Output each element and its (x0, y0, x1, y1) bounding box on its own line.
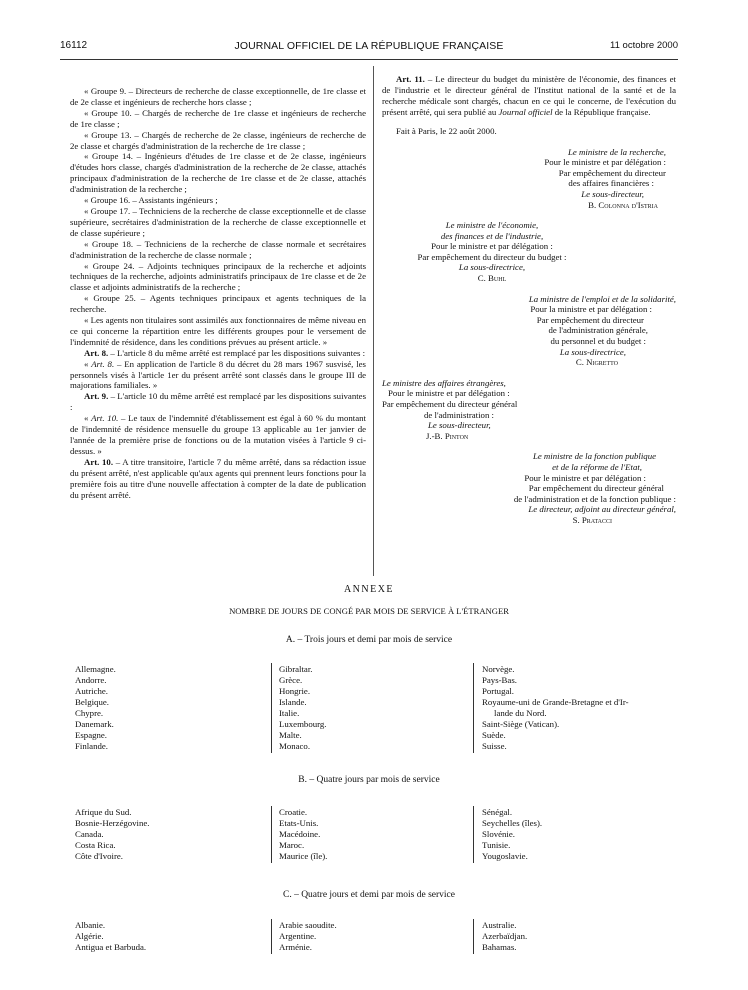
sig-line: Par empêchement du directeur général (528, 483, 664, 494)
country: Tunisie. (482, 840, 511, 850)
country: Finlande. (75, 741, 108, 751)
fait-a-paris: Fait à Paris, le 22 août 2000. (396, 125, 497, 136)
country: Allemagne. (75, 664, 116, 674)
article-9-quote-label: Art. 10. (91, 413, 119, 424)
section-c-col-3 (482, 920, 527, 953)
sig-line: Le sous-directeur, (428, 420, 491, 431)
section-b-col-3 (482, 807, 542, 862)
sig-line: Le sous-directeur, (581, 188, 644, 199)
country: Autriche. (75, 686, 108, 696)
article-8-label: Art. 8. (84, 347, 109, 358)
section-b-col-2 (279, 807, 327, 862)
sig-line: Pour le ministre et par délégation : (544, 157, 666, 168)
country: Suisse. (482, 741, 507, 751)
sig-line: Pour la ministre et par délégation : (530, 304, 652, 315)
country: lande du Nord. (494, 708, 547, 718)
country: Andorre. (75, 675, 107, 685)
country: Monaco. (279, 741, 311, 751)
article-11 (382, 74, 676, 118)
country: Belgique. (75, 697, 109, 707)
section-a-title (60, 635, 678, 645)
article-11-text-before: – Le directeur du budget du ministère de l'économie, des finances et de l'industrie et le directeur général de l'Institut national de la santé et de la recherche médicale sont chargés, chacun en ce qui le concerne, de l'exécution du présent arrêté, qui sera publié au (382, 74, 676, 117)
article-8-quote-text: – En application de l'article 8 du décret du 28 mars 1967 susvisé, les personnels visés à l'article 1er du présent arrêté sont classés dans le groupe III de majorations familiales. » (70, 358, 366, 391)
sig-line: Pour le ministre et par délégation : (431, 241, 553, 252)
signatory-name: C. Buhl (477, 273, 507, 284)
country: Azerbaïdjan. (482, 931, 528, 941)
sig-line: Pour le ministre et par délégation : (524, 472, 646, 483)
country: Afrique du Sud. (75, 807, 132, 817)
country: Luxembourg. (279, 719, 327, 729)
signatory-name: S. Pratacci (572, 514, 612, 525)
group-17-text: « Groupe 17. – Techniciens de la recherche de classe exceptionnelle et de classe supérieure, secrétaires d'administration de la recherche de classe exceptionnelle et de classe supérieure ; (70, 205, 366, 238)
country: Argentine. (279, 931, 317, 941)
country: Espagne. (75, 730, 108, 740)
sig-line: de l'administration générale, (548, 325, 648, 336)
group-9-text: « Groupe 9. – Directeurs de recherche de classe exceptionnelle, de 1re classe et de 2e classe et ingénieurs de recherche hors classe ; (70, 86, 366, 107)
article-10-text: – A titre transitoire, l'article 7 du même arrêté, dans sa rédaction issue du présent arrêté, n'est applicable qu'aux agents qui prennent leurs fonctions pour la première fois au titre d'une nouvelle affectation à compter de la date de publication du présent arrêté. (70, 456, 366, 500)
section-a-col-3 (482, 664, 629, 752)
country: Saint-Siège (Vatican). (482, 719, 560, 729)
journal-title: JOURNAL OFFICIEL DE LA RÉPUBLIQUE FRANÇAISE (234, 40, 504, 52)
section-c-col-2 (279, 920, 337, 953)
article-10-label: Art. 10. (84, 456, 114, 467)
country: Norvège. (482, 664, 515, 674)
country: Côte d'Ivoire. (75, 851, 124, 861)
country: Croatie. (279, 807, 308, 817)
country: Chypre. (75, 708, 104, 718)
sig-line: de l'administration : (424, 409, 494, 420)
header-rule (60, 59, 678, 60)
sig-line: Par empêchement du directeur du budget : (417, 251, 567, 262)
section-a-col-1 (75, 664, 116, 752)
country: Arabie saoudite. (279, 920, 337, 930)
issue-date: 11 octobre 2000 (610, 40, 678, 51)
signatory-name: B. Colonna d'Istria (588, 199, 658, 210)
country: Bosnie-Herzégovine. (75, 818, 150, 828)
article-8-quote: « Art. 8. – En application de l'article 8 du décret du 28 mars 1967 susvisé, les personnels visés à l'article 1er du présent arrêté sont classés dans le groupe III de majorations familiales. » (70, 358, 366, 391)
article-9-quote: « Art. 10. – Le taux de l'indemnité d'établissement est égal à 60 % du montant de l'indemnité de résidence mensuelle du groupe 13 applicable au 1er janvier de l'année de la première prise de fonctions ou de la mutation visées à l'article 9 ci-dessus. » (70, 413, 366, 456)
column-divider (373, 66, 374, 576)
group-18-text: « Groupe 18. – Techniciens de la recherche de classe normale et secrétaires d'administration de la recherche de classe normale ; (70, 238, 366, 260)
group-16-text: « Groupe 16. – Assistants ingénieurs ; (84, 195, 218, 206)
country: Bahamas. (482, 942, 517, 952)
country: Canada. (75, 829, 104, 839)
country: Sénégal. (482, 807, 513, 817)
article-9-text: – L'article 10 du même arrêté est remplacé par les dispositions suivantes : (70, 391, 366, 413)
country: Danemark. (75, 719, 114, 729)
group-24-text: « Groupe 24. – Adjoints techniques principaux de la recherche et adjoints techniques de la recherche, adjoints administratifs principaux de 1re classe et de 2e classe et adjoints administratifs de la recherche ; (70, 260, 366, 293)
country: Slovénie. (482, 829, 515, 839)
section-c-col-1 (75, 920, 146, 953)
country: Yougoslavie. (482, 851, 528, 861)
sig-line: Le directeur, adjoint au directeur général, (528, 504, 676, 515)
column-bar (271, 919, 272, 954)
group-14-text: « Groupe 14. – Ingénieurs d'études de 1re classe et de 2e classe, ingénieurs d'études hors classe, chargés d'administration de la recherche de 2e classe, attachés principaux d'administration de la recherche de 1re classe et de 2e classe, attachés d'administration de la recherche ; (70, 151, 366, 195)
article-8-text: – L'article 8 du même arrêté est remplacé par les dispositions suivantes : (108, 347, 366, 358)
section-title-text: B. – Quatre jours par mois de service (298, 775, 440, 785)
sig-line: Le ministre de l'économie, (445, 220, 539, 231)
article-9 (70, 391, 366, 413)
sig-line: Le ministre des affaires étrangères, (382, 377, 506, 388)
annexe-subtitle: NOMBRE DE JOURS DE CONGÉ PAR MOIS DE SERVICE À L'ÉTRANGER (229, 606, 509, 616)
country: Etats-Unis. (279, 818, 319, 828)
country: Royaume-uni de Grande-Bretagne et d'Ir- (482, 697, 629, 707)
article-9-label: Art. 9. (84, 391, 109, 402)
signature-economie (382, 220, 602, 284)
signature-emploi (382, 294, 676, 368)
left-column (70, 86, 366, 500)
country: Macédoine. (279, 829, 321, 839)
page-header (60, 40, 678, 56)
sig-line: La sous-directrice, (559, 346, 626, 357)
section-b-col-1 (75, 807, 150, 862)
article-10 (70, 457, 366, 501)
section-a-col-2 (279, 664, 326, 752)
country: Seychelles (îles). (482, 818, 543, 828)
group-10-text: « Groupe 10. – Chargés de recherche de 1re classe et ingénieurs de recherche de 1re classe ; (70, 107, 366, 129)
sig-line: des finances et de l'industrie, (440, 230, 544, 241)
country: Malte. (279, 730, 302, 740)
sig-line: des affaires financières : (568, 178, 654, 189)
sig-line: de l'administration et de la fonction publique : (513, 493, 676, 504)
signature-fonction-publique (382, 451, 676, 525)
country: Maroc. (279, 840, 305, 850)
sig-line: Le ministre de la recherche, (568, 146, 666, 157)
country: Italie. (279, 708, 300, 718)
signature-affaires-etrangeres (382, 378, 602, 442)
column-bar (473, 663, 474, 753)
sig-line: La ministre de l'emploi et de la solidarité, (528, 293, 676, 304)
group-25-text: « Groupe 25. – Agents techniques principaux et agents techniques de la recherche. (70, 293, 366, 315)
signatory-name: C. Nigretto (575, 357, 618, 368)
country: Grèce. (279, 675, 303, 685)
sig-line: La sous-directrice, (458, 262, 526, 273)
annexe-title: ANNEXE (343, 584, 395, 595)
country: Suède. (482, 730, 506, 740)
article-9-quote-text: – Le taux de l'indemnité d'établissement est égal à 60 % du montant de l'indemnité de résidence mensuelle du groupe 13 applicable au 1er janvier de l'année de la première prise de fonctions ou de la mutation visées à l'article 9 ci-dessus. » (70, 413, 366, 456)
signature-recherche (382, 147, 676, 211)
section-title-text: A. – Trois jours et demi par mois de service (285, 635, 453, 645)
sig-line: du personnel et du budget : (550, 336, 646, 347)
sig-line: Par empêchement du directeur général (382, 399, 518, 409)
column-bar (271, 806, 272, 863)
section-title-text: C. – Quatre jours et demi par mois de service (282, 890, 455, 900)
sig-line: Pour le ministre et par délégation : (388, 388, 510, 399)
signatory-name: J.-B. Pinton (426, 430, 469, 441)
group-13-text: « Groupe 13. – Chargés de recherche de 2e classe, ingénieurs de recherche de 2e classe et chargés d'administration de la recherche de 1re classe ; (70, 129, 366, 151)
sig-line: Par empêchement du directeur (536, 314, 644, 325)
country: Antigua et Barbuda. (75, 942, 147, 952)
section-b-title (60, 775, 678, 785)
right-column (382, 74, 676, 526)
section-c-title (60, 890, 678, 900)
article-8 (70, 348, 366, 359)
column-bar (473, 919, 474, 954)
country: Hongrie. (279, 686, 311, 696)
country: Algérie. (75, 931, 104, 941)
article-8-quote-label: Art. 8. (91, 358, 115, 369)
country: Pays-Bas. (482, 675, 517, 685)
sig-line: Par empêchement du directeur (558, 167, 666, 178)
column-bar (271, 663, 272, 753)
country: Australie. (482, 920, 517, 930)
country: Arménie. (279, 942, 312, 952)
article-11-label: Art. 11. (396, 74, 425, 84)
country: Albanie. (75, 920, 106, 930)
country: Gibraltar. (279, 664, 313, 674)
page-number: 16112 (60, 40, 88, 51)
article-11-text-after: de la République française. (552, 106, 651, 117)
country: Islande. (279, 697, 307, 707)
sig-line: et de la réforme de l'Etat, (552, 461, 642, 472)
country: Costa Rica. (75, 840, 116, 850)
country: Portugal. (482, 686, 515, 696)
article-11-journal: Journal officiel (498, 106, 553, 117)
sig-line: Le ministre de la fonction publique (532, 451, 656, 462)
country: Maurice (île). (279, 851, 328, 861)
column-bar (473, 806, 474, 863)
non-titulaires-text: « Les agents non titulaires sont assimilés aux fonctionnaires de même niveau en ce qui concerne la répartition entre les différents groupes pour le versement de l'indemnité de résidence, dans les conditions prévues au présent article. » (70, 315, 366, 347)
